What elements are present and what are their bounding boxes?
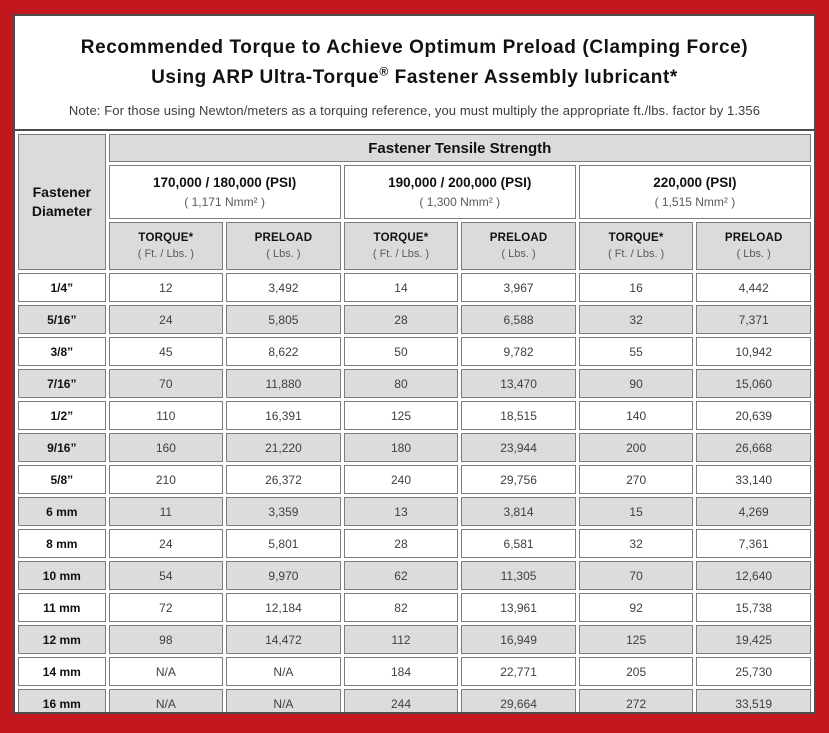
table-row: [18, 433, 811, 462]
fastener-diameter-header-line2: Diameter: [31, 203, 92, 219]
table-row: [18, 305, 811, 334]
page-title-line2: [23, 63, 806, 93]
value-cell: 23,944: [461, 433, 576, 462]
value-cell: 10,942: [696, 337, 811, 366]
diameter-cell: 9/16”: [18, 433, 106, 462]
value-cell: 244: [344, 689, 459, 714]
value-cell: 205: [579, 657, 694, 686]
registered-trademark-symbol: ®: [379, 64, 389, 79]
value-cell: 32: [579, 529, 694, 558]
strength-group-190-200: [344, 165, 576, 219]
value-cell: 22,771: [461, 657, 576, 686]
value-cell: 15,060: [696, 369, 811, 398]
value-cell: 5,805: [226, 305, 341, 334]
value-cell: 210: [109, 465, 224, 494]
diameter-cell: 11 mm: [18, 593, 106, 622]
value-cell: 80: [344, 369, 459, 398]
table-row: [18, 401, 811, 430]
diameter-cell: 8 mm: [18, 529, 106, 558]
document-page: [13, 14, 816, 714]
preload-column-header: [461, 222, 576, 270]
table-row: [18, 593, 811, 622]
value-cell: 33,140: [696, 465, 811, 494]
value-cell: 11: [109, 497, 224, 526]
value-cell: 21,220: [226, 433, 341, 462]
value-cell: 55: [579, 337, 694, 366]
preload-column-header: [226, 222, 341, 270]
value-cell: 70: [109, 369, 224, 398]
value-cell: 50: [344, 337, 459, 366]
psi-label: 170,000 / 180,000 (PSI): [152, 175, 297, 190]
value-cell: 98: [109, 625, 224, 654]
value-cell: 7,361: [696, 529, 811, 558]
diameter-cell: 12 mm: [18, 625, 106, 654]
value-cell: 3,967: [461, 273, 576, 302]
table-row: [18, 337, 811, 366]
value-cell: 184: [344, 657, 459, 686]
nmm2-label: ( 1,171 Nmm² ): [184, 195, 265, 209]
strength-group-170-180: [109, 165, 341, 219]
diameter-cell: 5/8”: [18, 465, 106, 494]
value-cell: 140: [579, 401, 694, 430]
preload-label: PRELOAD: [724, 232, 783, 244]
value-cell: 92: [579, 593, 694, 622]
diameter-cell: 1/4”: [18, 273, 106, 302]
value-cell: 180: [344, 433, 459, 462]
torque-unit: ( Ft. / Lbs. ): [137, 248, 194, 260]
psi-label: 220,000 (PSI): [653, 175, 737, 190]
torque-column-header: [579, 222, 694, 270]
torque-unit: ( Ft. / Lbs. ): [607, 248, 665, 260]
diameter-cell: 3/8”: [18, 337, 106, 366]
value-cell: 12: [109, 273, 224, 302]
value-cell: 9,782: [461, 337, 576, 366]
preload-unit: ( Lbs. ): [736, 248, 771, 260]
value-cell: 125: [579, 625, 694, 654]
value-cell: 200: [579, 433, 694, 462]
table-row: [18, 561, 811, 590]
value-cell: 11,880: [226, 369, 341, 398]
value-cell: 13,470: [461, 369, 576, 398]
value-cell: N/A: [226, 689, 341, 714]
value-cell: 90: [579, 369, 694, 398]
value-cell: 8,622: [226, 337, 341, 366]
diameter-cell: 6 mm: [18, 497, 106, 526]
value-cell: 72: [109, 593, 224, 622]
table-row: [18, 465, 811, 494]
value-cell: 16,949: [461, 625, 576, 654]
page-title-line1: Recommended Torque to Achieve Optimum Preload (Clamping Force): [80, 37, 749, 58]
value-cell: 29,664: [461, 689, 576, 714]
fastener-diameter-header-line1: Fastener: [32, 184, 91, 200]
value-cell: 13,961: [461, 593, 576, 622]
value-cell: 26,372: [226, 465, 341, 494]
diameter-cell: 7/16”: [18, 369, 106, 398]
title-line2-post: Fastener Assembly lubricant*: [388, 67, 678, 88]
preload-label: PRELOAD: [489, 232, 548, 244]
value-cell: 112: [344, 625, 459, 654]
value-cell: 16,391: [226, 401, 341, 430]
diameter-cell: 10 mm: [18, 561, 106, 590]
tensile-strength-header: Fastener Tensile Strength: [109, 134, 811, 162]
table-row: [18, 689, 811, 714]
value-cell: 15: [579, 497, 694, 526]
value-cell: 15,738: [696, 593, 811, 622]
value-cell: 13: [344, 497, 459, 526]
value-cell: 28: [344, 305, 459, 334]
value-cell: 26,668: [696, 433, 811, 462]
torque-column-header: [344, 222, 459, 270]
table-row: [18, 657, 811, 686]
preload-unit: ( Lbs. ): [266, 248, 301, 260]
value-cell: 3,359: [226, 497, 341, 526]
value-cell: 4,269: [696, 497, 811, 526]
value-cell: 18,515: [461, 401, 576, 430]
value-cell: 12,184: [226, 593, 341, 622]
value-cell: 28: [344, 529, 459, 558]
value-cell: 270: [579, 465, 694, 494]
value-cell: 14: [344, 273, 459, 302]
diameter-cell: 1/2”: [18, 401, 106, 430]
torque-spec-table: [15, 129, 814, 714]
value-cell: 54: [109, 561, 224, 590]
preload-column-header: [696, 222, 811, 270]
torque-column-header: [109, 222, 224, 270]
value-cell: 110: [109, 401, 224, 430]
title-line2-pre: Using ARP Ultra-Torque: [151, 67, 380, 88]
value-cell: N/A: [226, 657, 341, 686]
diameter-cell: 16 mm: [18, 689, 106, 714]
value-cell: 20,639: [696, 401, 811, 430]
value-cell: 16: [579, 273, 694, 302]
table-row: [18, 529, 811, 558]
value-cell: 6,581: [461, 529, 576, 558]
value-cell: N/A: [109, 689, 224, 714]
fastener-diameter-header: [18, 134, 106, 270]
torque-label: TORQUE*: [138, 232, 194, 244]
nmm2-label: ( 1,515 Nmm² ): [654, 195, 736, 209]
torque-label: TORQUE*: [608, 232, 664, 244]
preload-unit: ( Lbs. ): [501, 248, 536, 260]
value-cell: 62: [344, 561, 459, 590]
value-cell: 160: [109, 433, 224, 462]
value-cell: 14,472: [226, 625, 341, 654]
value-cell: 82: [344, 593, 459, 622]
diameter-cell: 14 mm: [18, 657, 106, 686]
value-cell: N/A: [109, 657, 224, 686]
diameter-cell: 5/16”: [18, 305, 106, 334]
nmm2-label: ( 1,300 Nmm² ): [419, 195, 501, 209]
strength-group-220: [579, 165, 811, 219]
table-row: [18, 273, 811, 302]
value-cell: 24: [109, 529, 224, 558]
value-cell: 6,588: [461, 305, 576, 334]
value-cell: 12,640: [696, 561, 811, 590]
value-cell: 24: [109, 305, 224, 334]
value-cell: 45: [109, 337, 224, 366]
value-cell: 4,442: [696, 273, 811, 302]
value-cell: 3,814: [461, 497, 576, 526]
newton-meters-note: Note: For those using Newton/meters as a torquing reference, you must multiply the appropriate ft./lbs. factor by 1.356: [68, 103, 761, 118]
value-cell: 7,371: [696, 305, 811, 334]
torque-unit: ( Ft. / Lbs. ): [372, 248, 430, 260]
value-cell: 5,801: [226, 529, 341, 558]
table-body: [18, 273, 811, 714]
value-cell: 240: [344, 465, 459, 494]
value-cell: 19,425: [696, 625, 811, 654]
value-cell: 125: [344, 401, 459, 430]
value-cell: 272: [579, 689, 694, 714]
value-cell: 32: [579, 305, 694, 334]
value-cell: 29,756: [461, 465, 576, 494]
value-cell: 25,730: [696, 657, 811, 686]
value-cell: 33,519: [696, 689, 811, 714]
value-cell: 9,970: [226, 561, 341, 590]
preload-label: PRELOAD: [254, 232, 313, 244]
psi-label: 190,000 / 200,000 (PSI): [388, 175, 532, 190]
table-row: [18, 625, 811, 654]
table-row: [18, 369, 811, 398]
value-cell: 70: [579, 561, 694, 590]
title-block: [15, 16, 814, 129]
value-cell: 3,492: [226, 273, 341, 302]
table-row: [18, 497, 811, 526]
torque-label: TORQUE*: [373, 232, 429, 244]
value-cell: 11,305: [461, 561, 576, 590]
